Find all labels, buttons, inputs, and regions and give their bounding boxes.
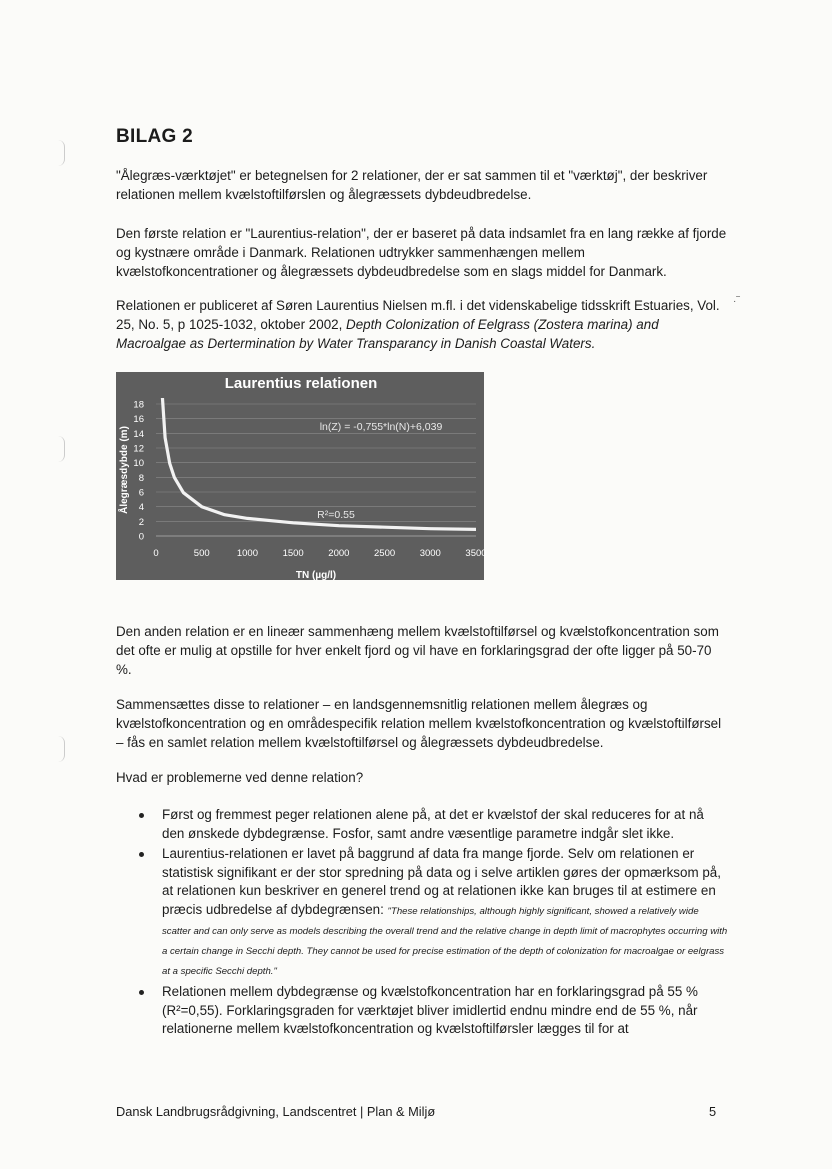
x-tick-label: 0 [153,548,159,559]
y-tick-label: 6 [138,487,144,499]
page-number: 5 [709,1104,717,1119]
paragraph-first-relation: Den første relation er "Laurentius-relation", der er baseret på data indsamlet fra en lang række af fjorde og kystnære område i Danmark. Relationen udtrykker sammenhængen mellem kvælstofkoncentrationer og ålegræssets dybdeudbredelse som en slags middel for Danmark. [116,226,727,279]
x-tick-label: 1500 [282,548,304,559]
chart-title: Laurentius relationen [224,375,378,392]
paragraph-intro: "Ålegræs-værktøjet" er betegnelsen for 2 relationer, der er sat sammen til et "værktøj", der beskriver relationen mellem kvælstoftilførslen og ålegræssets dybdeudbredelse. [116,168,708,202]
r-squared-label: R²=0.55 [317,509,355,521]
y-tick-label: 2 [138,516,144,528]
y-tick-label: 12 [133,443,144,455]
list-item [116,983,728,1039]
paragraph-second-relation: Den anden relation er en lineær sammenhæng mellem kvælstoftilførsel og kvælstofkoncentration som det ofte er mulig at opstille for hver enkelt fjord og vil have en forklaringsgrad der ofte ligger på 50-70 %. [116,624,719,677]
publication-text: Relationen er publiceret af Søren Laurentius Nielsen m.fl. i det videnskabelige tidsskrift Estuaries, Vol. 25, No. 5, p 1025-1032, oktober 2002, [116,298,720,332]
list-item-text: Laurentius-relationen er lavet på baggrund af data fra mange fjorde. Selv om relationen er statistisk signifikant er der stor spredning på data og i selve artiklen gøres der opmærksom på, at relationen kun beskriver en generel trend og at relationen ikke kan bruges til at estimere en præcis udbredelse af dybdegrænsen: [162,846,721,917]
list-item [116,845,728,981]
chart-svg [116,372,487,581]
scan-artifact [58,140,65,166]
list-item-text: Relationen mellem dybdegrænse og kvælstofkoncentration har en forklaringsgrad på 55 % (R²=0,55). Forklaringsgraden for værktøjet bliver imidlertid endnu mindre end de 55 %, når relationerne mellem kvælstofkoncentration og kvælstoftilførsler lægges til for at [162,983,698,1037]
equation-label: ln(Z) = -0,755*ln(N)+6,039 [319,421,443,433]
paragraph-combined: Sammensættes disse to relationer – en landsgennemsnitlig relationen mellem ålegræs og kvælstofkoncentration og en områdespecifik relation mellem kvælstofkoncentration og kvælstoftilførsel – fås en samlet relation mellem kvælstoftilførsel og ålegræssets dybdeudbredelse. [116,697,722,750]
bullet-icon [139,852,144,857]
publication-title: Depth Colonization of Eelgrass (Zostera marina) and Macroalgae as Dertermination by Water Transparancy in Danish Coastal Waters. [116,317,659,351]
y-tick-label: 10 [133,458,144,470]
bullet-icon [139,813,144,818]
x-tick-label: 2500 [374,548,396,559]
x-tick-label: 500 [193,548,210,559]
scan-artifact [58,436,65,462]
x-tick-label: 1000 [236,548,258,559]
y-axis-label: Ålegræsdybde (m) [119,426,130,514]
y-tick-label: 0 [138,531,144,543]
list-item [116,806,728,843]
scan-artifact [58,736,65,762]
x-tick-label: 2000 [328,548,350,559]
y-tick-label: 4 [138,502,144,514]
paragraph-question: Hvad er problemerne ved denne relation? [116,770,364,785]
list-item-text: Først og fremmest peger relationen alene på, at det er kvælstof der skal reduceres for at nå den ønskede dybdegrænse. Fosfor, samt andre væsentlige parametre indgår slet ikke. [162,807,704,841]
y-tick-label: 18 [133,399,144,411]
bullet-icon [139,990,144,995]
x-tick-label: 3500 [465,548,487,559]
y-tick-label: 14 [133,428,144,440]
article-quote: "These relationships, although highly significant, showed a relatively wide scatter and can only serve as models describing the overall trend and the relative change in depth limit of macrophytes occurring with a certain change in Secchi depth. They cannot be used for precise estimation of the depth of colonization for macroalgae or eelgrass at a specific Secchi depth." [162,905,728,977]
problem-list [116,806,728,1041]
margin-dash: ·‾ [733,296,740,307]
laurentius-chart [116,372,487,581]
y-tick-label: 8 [138,472,144,484]
paragraph-publication [116,296,728,353]
y-tick-label: 16 [133,414,144,426]
page-heading: BILAG 2 [116,126,194,147]
x-axis-label: TN (µg/l) [295,570,337,581]
x-tick-label: 3000 [419,548,441,559]
footer-organization: Dansk Landbrugsrådgivning, Landscentret | Plan & Miljø [116,1104,436,1119]
